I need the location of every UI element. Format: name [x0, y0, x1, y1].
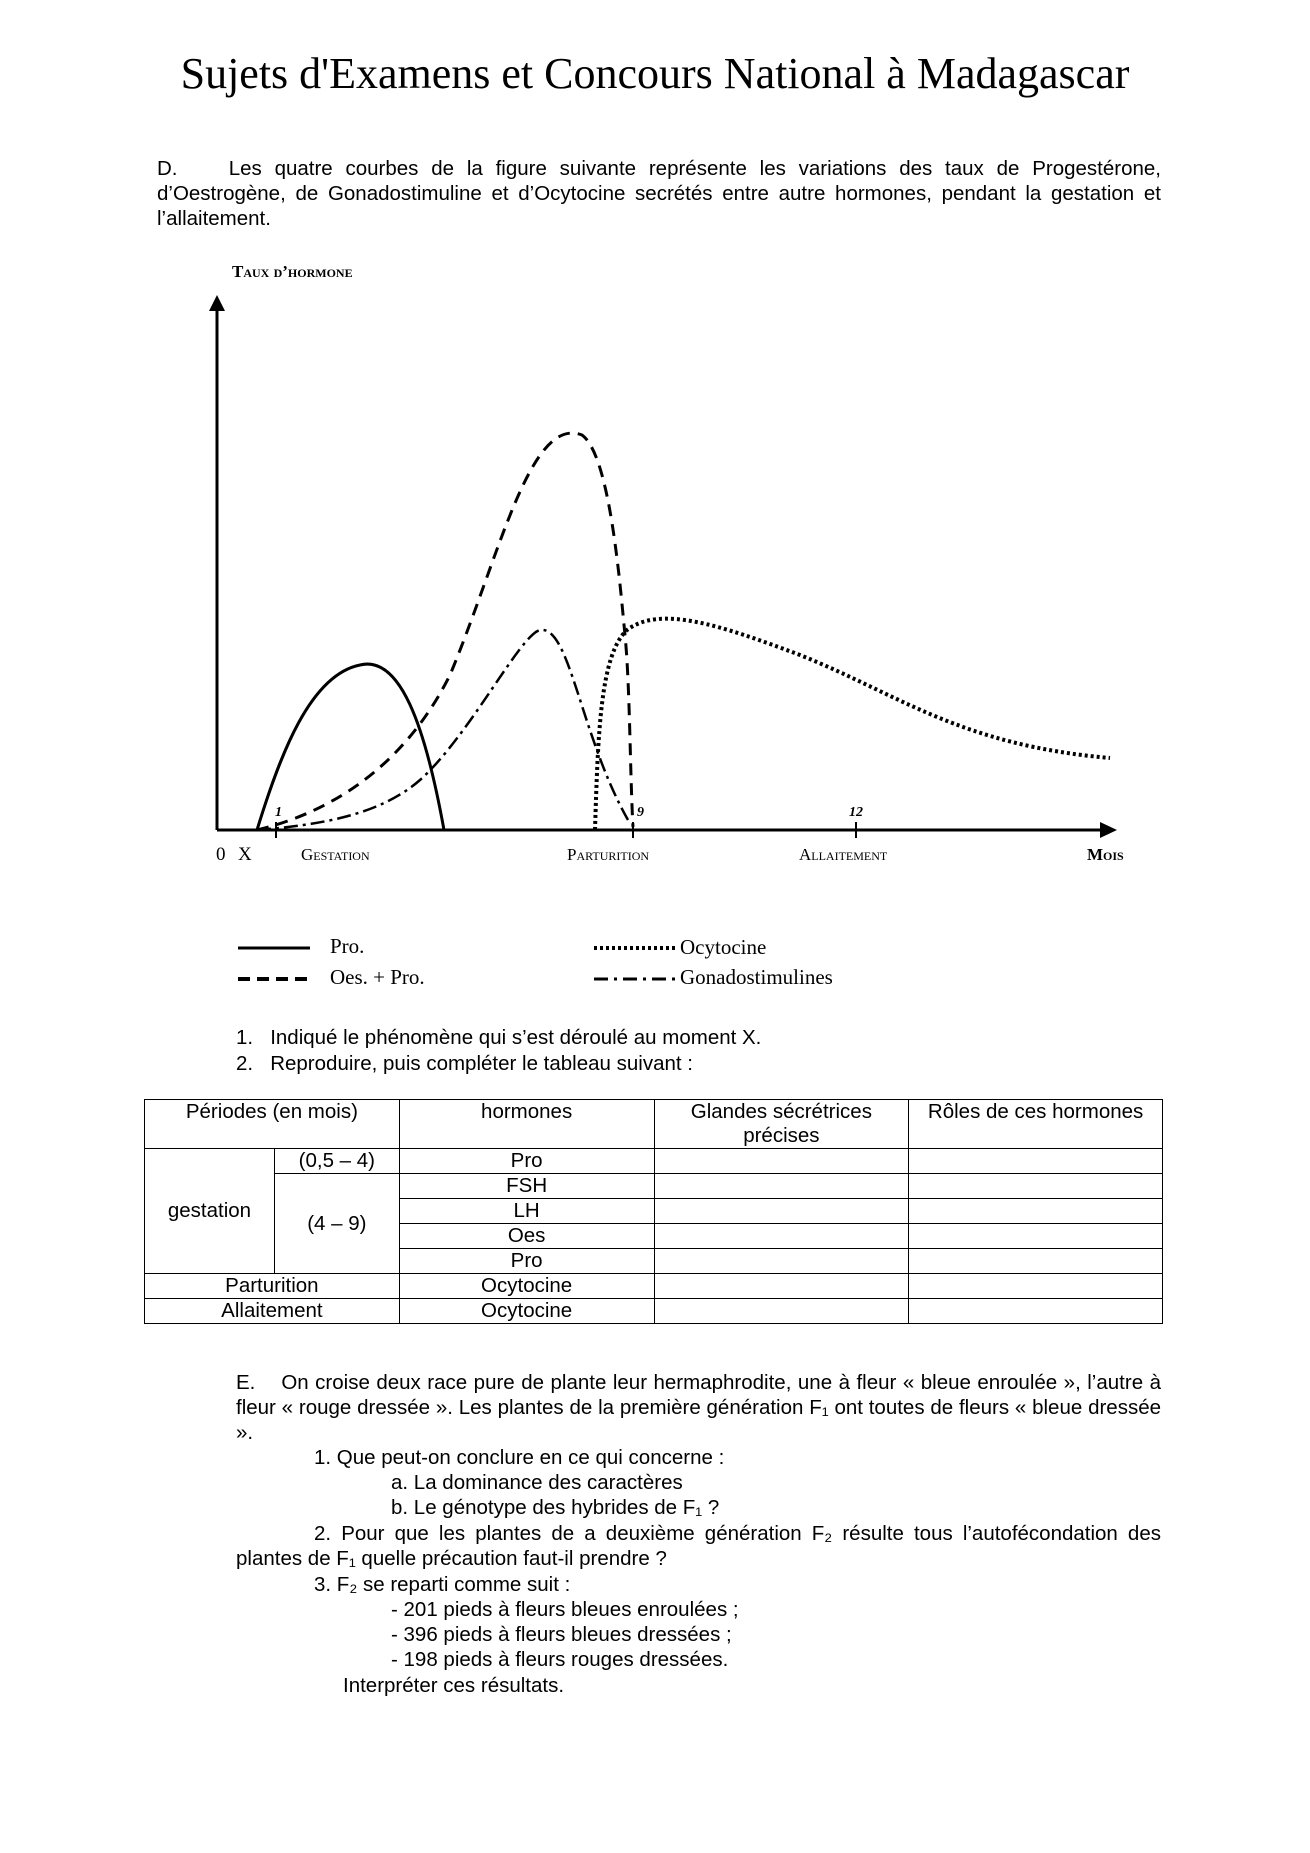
cell-hormone: Ocytocine	[399, 1299, 654, 1324]
tick-label-1: 1	[275, 805, 282, 820]
section-e-q2	[236, 1521, 1161, 1571]
section-e-intro	[236, 1370, 1161, 1445]
curve-gonadostimulines	[257, 630, 628, 830]
cell-empty[interactable]	[654, 1274, 909, 1299]
header-glandes: Glandes sécrétrices précises	[654, 1100, 909, 1149]
phase-label-parturition: Parturition	[567, 845, 650, 864]
table-row	[145, 1174, 1163, 1199]
cell-hormone: Pro	[399, 1149, 654, 1174]
tick-label-12: 12	[849, 805, 863, 820]
cell-hormone: Pro	[399, 1249, 654, 1274]
question-d-1-text: Indiqué le phénomène qui s’est déroulé au moment X.	[270, 1026, 762, 1049]
legend-label-pro: Pro.	[330, 934, 365, 958]
question-d-1-num: 1.	[236, 1026, 254, 1049]
y-axis-title: Taux d’hormone	[232, 262, 353, 281]
question-d-2-num: 2.	[236, 1052, 254, 1075]
question-d-2-text: Reproduire, puis compléter le tableau suivant :	[270, 1052, 693, 1075]
section-e-intro-text: On croise deux race pure de plante leur hermaphrodite, une à fleur « bleue enroulée », l’autre à fleur « rouge dressée ». Les plantes de la première génération F₁ ont toutes de fleurs « bleue dressée ».	[236, 1371, 1161, 1444]
x-axis-arrow	[1100, 822, 1117, 838]
section-e-q1: 1. Que peut-on conclure en ce qui concerne :	[314, 1446, 725, 1469]
table-row	[145, 1299, 1163, 1324]
section-e-conclusion: Interpréter ces résultats.	[343, 1674, 565, 1697]
cell-empty[interactable]	[654, 1224, 909, 1249]
cell-empty[interactable]	[909, 1224, 1163, 1249]
header-roles: Rôles de ces hormones	[909, 1100, 1163, 1149]
curve-ocytocine	[595, 619, 1110, 830]
page-header-title: Sujets d'Examens et Concours National à Madagascar	[180, 49, 1130, 98]
cell-empty[interactable]	[909, 1174, 1163, 1199]
section-e-q2-text: 2. Pour que les plantes de a deuxième génération F₂ résulte tous l’autofécondation des plantes de F₁ quelle précaution faut-il prendre ?	[236, 1522, 1161, 1570]
origin-label-x: X	[238, 844, 252, 865]
hormone-table	[144, 1099, 1163, 1324]
cell-empty[interactable]	[654, 1249, 909, 1274]
curve-pro	[257, 664, 444, 830]
legend-label-gonadostimulines: Gonadostimulines	[680, 965, 833, 989]
section-e-result-2: - 396 pieds à fleurs bleues dressées ;	[391, 1623, 732, 1646]
x-axis-title: Mois	[1087, 845, 1124, 864]
cell-hormone: LH	[399, 1199, 654, 1224]
y-axis-arrow	[209, 295, 225, 311]
cell-empty[interactable]	[654, 1149, 909, 1174]
table-row	[145, 1274, 1163, 1299]
table-row	[145, 1149, 1163, 1174]
phase-label-gestation: Gestation	[301, 845, 370, 864]
section-d-label: D.	[157, 157, 178, 180]
cell-empty[interactable]	[909, 1249, 1163, 1274]
section-e-result-1: - 201 pieds à fleurs bleues enroulées ;	[391, 1598, 739, 1621]
legend-label-oes-pro: Oes. + Pro.	[330, 965, 425, 989]
section-e-q1b: b. Le génotype des hybrides de F₁ ?	[391, 1496, 720, 1519]
section-e-label: E.	[236, 1371, 256, 1394]
table-header-row	[145, 1100, 1163, 1149]
question-d-1	[236, 1025, 761, 1050]
cell-empty[interactable]	[654, 1199, 909, 1224]
section-e-q3: 3. F₂ se reparti comme suit :	[314, 1573, 571, 1596]
cell-period-2: (4 – 9)	[274, 1174, 399, 1274]
section-d-text: Les quatre courbes de la figure suivante représente les variations des taux de Progestérone, d’Oestrogène, de Gonadostimuline et d’Ocytocine secrétés entre autre hormones, pendant la gestation et l’allaitement.	[157, 157, 1161, 230]
phase-label-allaitement: Allaitement	[799, 845, 888, 864]
cell-period-1: (0,5 – 4)	[274, 1149, 399, 1174]
cell-empty[interactable]	[909, 1274, 1163, 1299]
cell-hormone: FSH	[399, 1174, 654, 1199]
cell-hormone: Ocytocine	[399, 1274, 654, 1299]
hormone-chart	[200, 255, 1160, 1025]
section-d-intro	[157, 156, 1161, 231]
cell-allaitement: Allaitement	[145, 1299, 400, 1324]
cell-empty[interactable]	[654, 1299, 909, 1324]
section-e-q1a: a. La dominance des caractères	[391, 1471, 683, 1494]
cell-empty[interactable]	[909, 1299, 1163, 1324]
cell-hormone: Oes	[399, 1224, 654, 1249]
origin-label-0: 0	[216, 844, 226, 865]
cell-parturition: Parturition	[145, 1274, 400, 1299]
section-e-result-3: - 198 pieds à fleurs rouges dressées.	[391, 1648, 729, 1671]
header-hormones: hormones	[399, 1100, 654, 1149]
header-periodes: Périodes (en mois)	[145, 1100, 400, 1149]
cell-gestation: gestation	[145, 1149, 275, 1274]
cell-empty[interactable]	[654, 1174, 909, 1199]
question-d-2	[236, 1051, 693, 1076]
curve-oes-pro	[257, 433, 633, 830]
cell-empty[interactable]	[909, 1149, 1163, 1174]
cell-empty[interactable]	[909, 1199, 1163, 1224]
tick-label-9: 9	[637, 805, 644, 820]
legend-label-ocytocine: Ocytocine	[680, 935, 767, 959]
